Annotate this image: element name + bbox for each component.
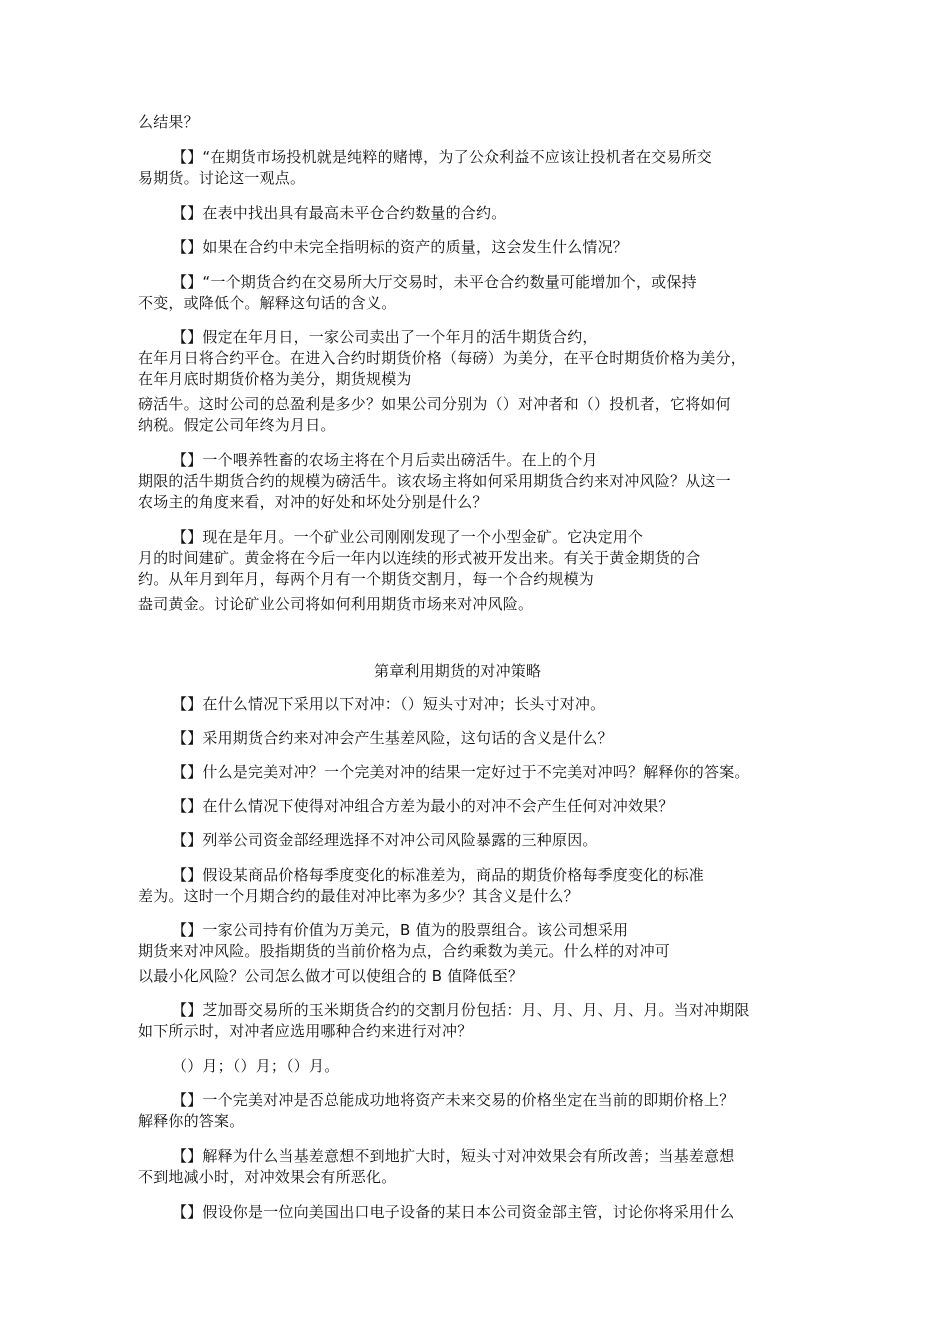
- question-line: 【】假定在年月日，一家公司卖出了一个年月的活牛期货合约，: [172, 328, 598, 346]
- question-line: 【】在什么情况下使得对冲组合方差为最小的对冲不会产生任何对冲效果？: [172, 797, 674, 815]
- question-line: 不到地减小时，对冲效果会有所恶化。: [138, 1168, 397, 1186]
- question-line: 【】什么是完美对冲？一个完美对冲的结果一定好过于不完美对冲吗？解释你的答案。: [172, 763, 750, 781]
- question-options: （）月；（）月；（）月。: [172, 1057, 340, 1075]
- question-line: 期限的活牛期货合约的规模为磅活牛。该农场主将如何采用期货合约来对冲风险？从这一: [138, 472, 731, 490]
- question-line: 【】在表中找出具有最高未平仓合约数量的合约。: [172, 204, 507, 222]
- question-line: 【】一家公司持有价值为万美元，B 值为的股票组合。该公司想采用: [172, 921, 629, 939]
- question-line: 【】“一个期货合约在交易所大厅交易时，未平仓合约数量可能增加个，或保持: [172, 273, 697, 291]
- chapter-title: 第章利用期货的对冲策略: [374, 662, 542, 680]
- question-line: 【】假设某商品价格每季度变化的标准差为，商品的期货价格每季度变化的标准: [172, 866, 705, 884]
- question-line: 约。从年月到年月，每两个月有一个期货交割月，每一个合约规模为: [138, 570, 595, 588]
- question-line: 差为。这时一个月期合约的最佳对冲比率为多少？其含义是什么？: [138, 887, 579, 905]
- question-line: 【】“在期货市场投机就是纯粹的赌博，为了公众利益不应该让投机者在交易所交: [172, 148, 712, 166]
- question-line: 【】假设你是一位向美国出口电子设备的某日本公司资金部主管，讨论你将采用什么: [172, 1203, 735, 1221]
- question-line: 如下所示时，对冲者应选用哪种合约来进行对冲？: [138, 1022, 473, 1040]
- question-line: 易期货。讨论这一观点。: [138, 169, 306, 187]
- question-line: 农场主的角度来看，对冲的好处和坏处分别是什么？: [138, 493, 488, 511]
- question-line: 盎司黄金。讨论矿业公司将如何利用期货市场来对冲风险。: [138, 595, 534, 613]
- text-fragment: 么结果？: [138, 113, 199, 131]
- question-line: 解释你的答案。: [138, 1112, 245, 1130]
- question-line: 【】一个完美对冲是否总能成功地将资产未来交易的价格坐定在当前的即期价格上？: [172, 1091, 735, 1109]
- question-line: 【】如果在合约中未完全指明标的资产的质量，这会发生什么情况？: [172, 238, 629, 256]
- question-line: 以最小化风险？公司怎么做才可以使组合的 B 值降低至？: [138, 967, 524, 985]
- question-line: 【】芝加哥交易所的玉米期货合约的交割月份包括：月、月、月、月、月。当对冲期限: [172, 1001, 750, 1019]
- question-line: 磅活牛。这时公司的总盈利是多少？如果公司分别为（）对冲者和（）投机者，它将如何: [138, 395, 731, 413]
- question-line: 不变，或降低个。解释这句话的含义。: [138, 294, 397, 312]
- question-line: 【】解释为什么当基差意想不到地扩大时，短头寸对冲效果会有所改善；当基差意想: [172, 1147, 735, 1165]
- question-line: 期货来对冲风险。股指期货的当前价格为点，合约乘数为美元。什么样的对冲可: [138, 942, 671, 960]
- question-line: 【】一个喂养牲畜的农场主将在个月后卖出磅活牛。在上的个月: [172, 451, 598, 469]
- question-line: 【】现在是年月。一个矿业公司刚刚发现了一个小型金矿。它决定用个: [172, 528, 644, 546]
- question-line: 月的时间建矿。黄金将在今后一年内以连续的形式被开发出来。有关于黄金期货的合: [138, 549, 701, 567]
- question-line: 【】在什么情况下采用以下对冲：（）短头寸对冲；长头寸对冲。: [172, 695, 606, 713]
- question-line: 纳税。假定公司年终为月日。: [138, 416, 336, 434]
- question-line: 在年月日将合约平仓。在进入合约时期货价格（每磅）为美分，在平仓时期货价格为美分，: [138, 349, 747, 367]
- question-line: 在年月底时期货价格为美分，期货规模为: [138, 370, 412, 388]
- question-line: 【】列举公司资金部经理选择不对冲公司风险暴露的三种原因。: [172, 831, 598, 849]
- question-line: 【】采用期货合约来对冲会产生基差风险，这句话的含义是什么？: [172, 729, 613, 747]
